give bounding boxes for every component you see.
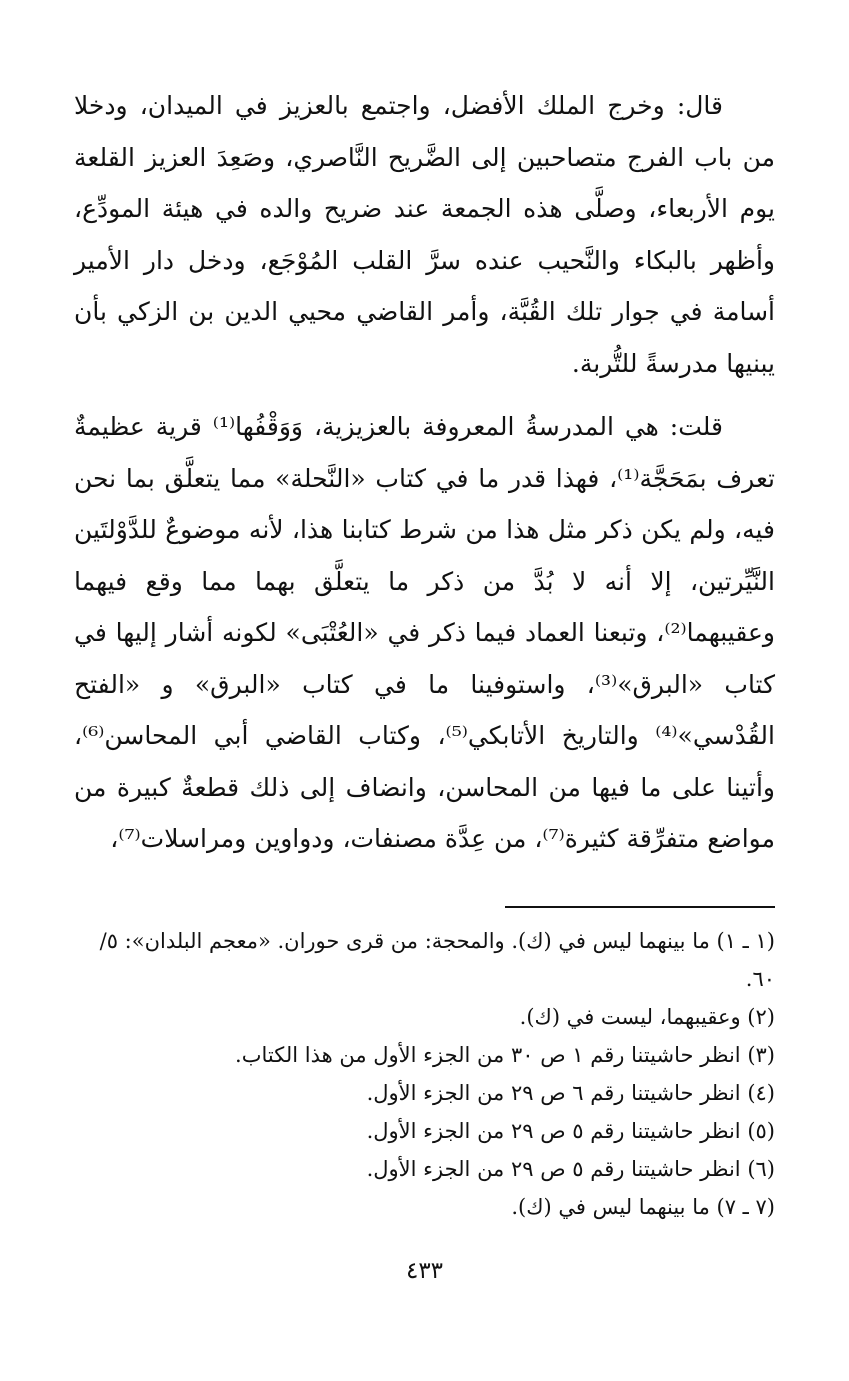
footnote-4: (٤) انظر حاشيتنا رقم ٦ ص ٢٩ من الجزء الأول. — [366, 1081, 775, 1105]
footnotes — [74, 922, 775, 1226]
paragraph-2: قلت: هي المدرسةُ المعروفة بالعزيزية، وَوَقْفُها⁽¹⁾ قرية عظيمةٌ تعرف بمَحَجَّة⁽¹⁾، فهذا قدر ما في كتاب «النَّحلة» مما يتعلَّق بما نحن فيه، ولم يكن ذكر مثل هذا من شرط كتابنا هذا، لأنه موضوعٌ للدَّوْلتَين النَّيِّرتين، إلا أنه لا بُدَّ من ذكر ما يتعلَّق بهما مما وقع فيهما وعقيبهما⁽²⁾، وتبعنا العماد فيما ذكر في «العُتْبَى» لكونه أشار إليها في كتاب «البرق»⁽³⁾، واستوفينا ما في كتاب «البرق» و «الفتح القُدْسي»⁽⁴⁾ والتاريخ الأتابكي⁽⁵⁾، وكتاب القاضي أبي المحاسن⁽⁶⁾، وأتينا على ما فيها من المحاسن، وانضاف إلى ذلك قطعةٌ كبيرة من مواضع متفرِّقة كثيرة⁽⁷⁾، من عِدَّة مصنفات، ودواوين ومراسلات⁽⁷⁾، — [74, 412, 776, 853]
footnote-5: (٥) انظر حاشيتنا رقم ٥ ص ٢٩ من الجزء الأول. — [366, 1119, 775, 1143]
paragraph-1: قال: وخرج الملك الأفضل، واجتمع بالعزيز في الميدان، ودخلا من باب الفرج متصاحبين إلى الضَّريح النَّاصري، وصَعِدَ العزيز القلعة يوم الأربعاء، وصلَّى هذه الجمعة عند ضريح والده في هيئة المودِّع، وأظهر بالبكاء والنَّحيب عنده سرَّ القلب المُوْجَع، ودخل دار الأمير أسامة في جوار تلك القُبَّة، وأمر القاضي محيي الدين بن الزكي بأن يبنيها مدرسةً للتُّربة. — [74, 91, 775, 378]
footnote-2: (٢) وعقيبهما، ليست في (ك). — [519, 1005, 775, 1029]
page-number: ٤٣٣ — [405, 1258, 444, 1284]
footnote-3: (٣) انظر حاشيتنا رقم ١ ص ٣٠ من الجزء الأول من هذا الكتاب. — [235, 1043, 775, 1067]
footnote-1: (١ ـ ١) ما بينهما ليس في (ك). والمحجة: من قرى حوران. «معجم البلدان»: ٥/ ٦٠. — [99, 929, 775, 991]
main-text — [74, 80, 775, 865]
footnote-7: (٧ ـ ٧) ما بينهما ليس في (ك). — [511, 1195, 775, 1219]
footnote-6: (٦) انظر حاشيتنا رقم ٥ ص ٢٩ من الجزء الأول. — [366, 1157, 775, 1181]
footnote-separator — [505, 906, 775, 908]
